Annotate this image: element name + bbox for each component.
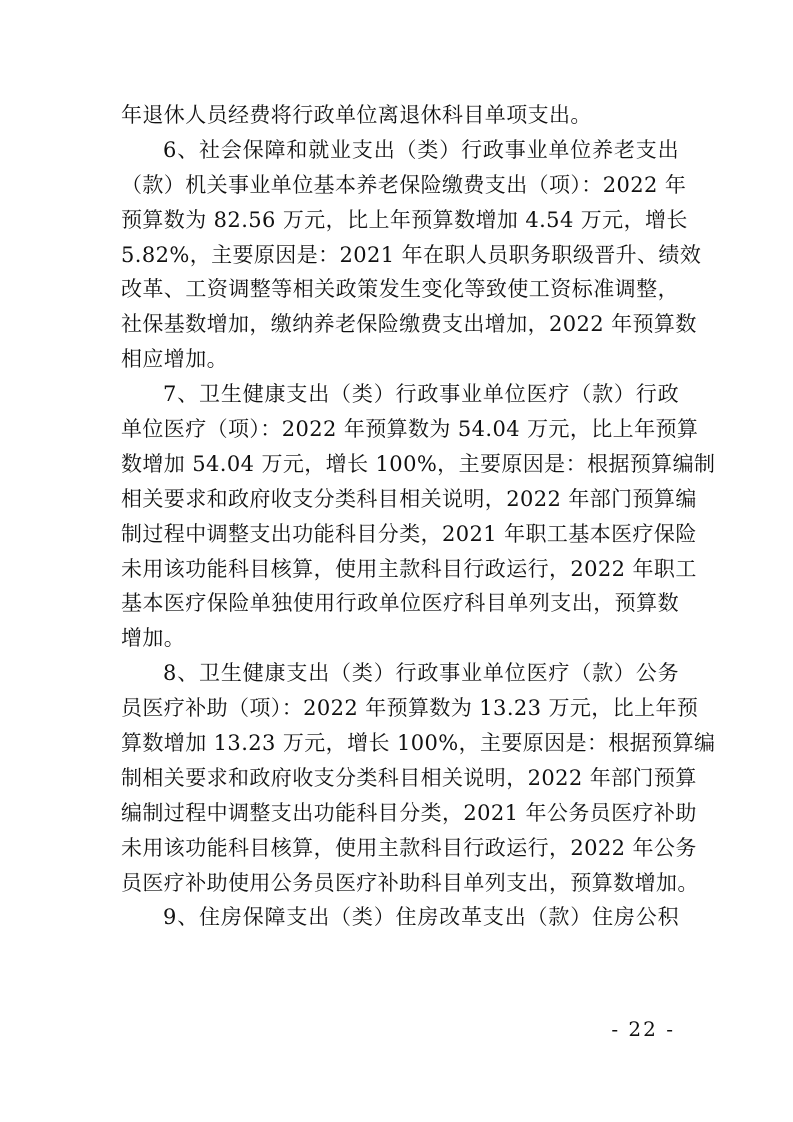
text-line: 员医疗补助（项）：2022 年预算数为 13.23 万元，比上年预: [121, 696, 699, 721]
text-line: 制过程中调整支出功能科目分类，2021 年职工基本医疗保险: [121, 521, 697, 546]
text-line: 相应增加。: [121, 347, 228, 372]
text-line: 单位医疗（项）：2022 年预算数为 54.04 万元，比上年预算: [121, 417, 699, 442]
text-line: 未用该功能科目核算，使用主款科目行政运行，2022 年职工: [121, 556, 697, 581]
text-line: 6、社会保障和就业支出（类）行政事业单位养老支出: [163, 137, 679, 162]
text-line: 预算数为 82.56 万元，比上年预算数增加 4.54 万元，增长: [121, 207, 688, 232]
text-line: 8、卫生健康支出（类）行政事业单位医疗（款）公务: [163, 661, 679, 686]
text-line: （款）机关事业单位基本养老保险缴费支出（项）：2022 年: [121, 172, 687, 197]
text-line: 数增加 54.04 万元，增长 100%，主要原因是：根据预算编制: [121, 451, 716, 476]
text-line: 改革、工资调整等相关政策发生变化等致使工资标准调整，: [121, 277, 679, 302]
text-line: 7、卫生健康支出（类）行政事业单位医疗（款）行政: [163, 382, 679, 407]
page-number: - 22 -: [611, 1017, 675, 1041]
text-line: 年退休人员经费将行政单位离退休科目单项支出。: [121, 103, 592, 127]
text-line: 9、住房保障支出（类）住房改革支出（款）住房公积: [163, 905, 679, 930]
text-line: 员医疗补助使用公务员医疗补助科目单列支出，预算数增加。: [121, 870, 699, 895]
text-line: 相关要求和政府收支分类科目相关说明，2022 年部门预算编: [121, 486, 697, 511]
text-line: 5.82%，主要原因是：2021 年在职人员职务职级晋升、绩效: [121, 242, 702, 267]
body-text: [121, 98, 716, 935]
text-line: 编制过程中调整支出功能科目分类，2021 年公务员医疗补助: [121, 800, 697, 825]
text-line: 基本医疗保险单独使用行政单位医疗科目单列支出，预算数: [121, 591, 679, 616]
text-line: 算数增加 13.23 万元，增长 100%，主要原因是：根据预算编: [121, 731, 716, 756]
text-line: 未用该功能科目核算，使用主款科目行政运行，2022 年公务: [121, 835, 697, 860]
text-line: 增加。: [121, 626, 186, 651]
text-line: 制相关要求和政府收支分类科目相关说明，2022 年部门预算: [121, 765, 697, 790]
text-line: 社保基数增加，缴纳养老保险缴费支出增加，2022 年预算数: [121, 312, 697, 337]
